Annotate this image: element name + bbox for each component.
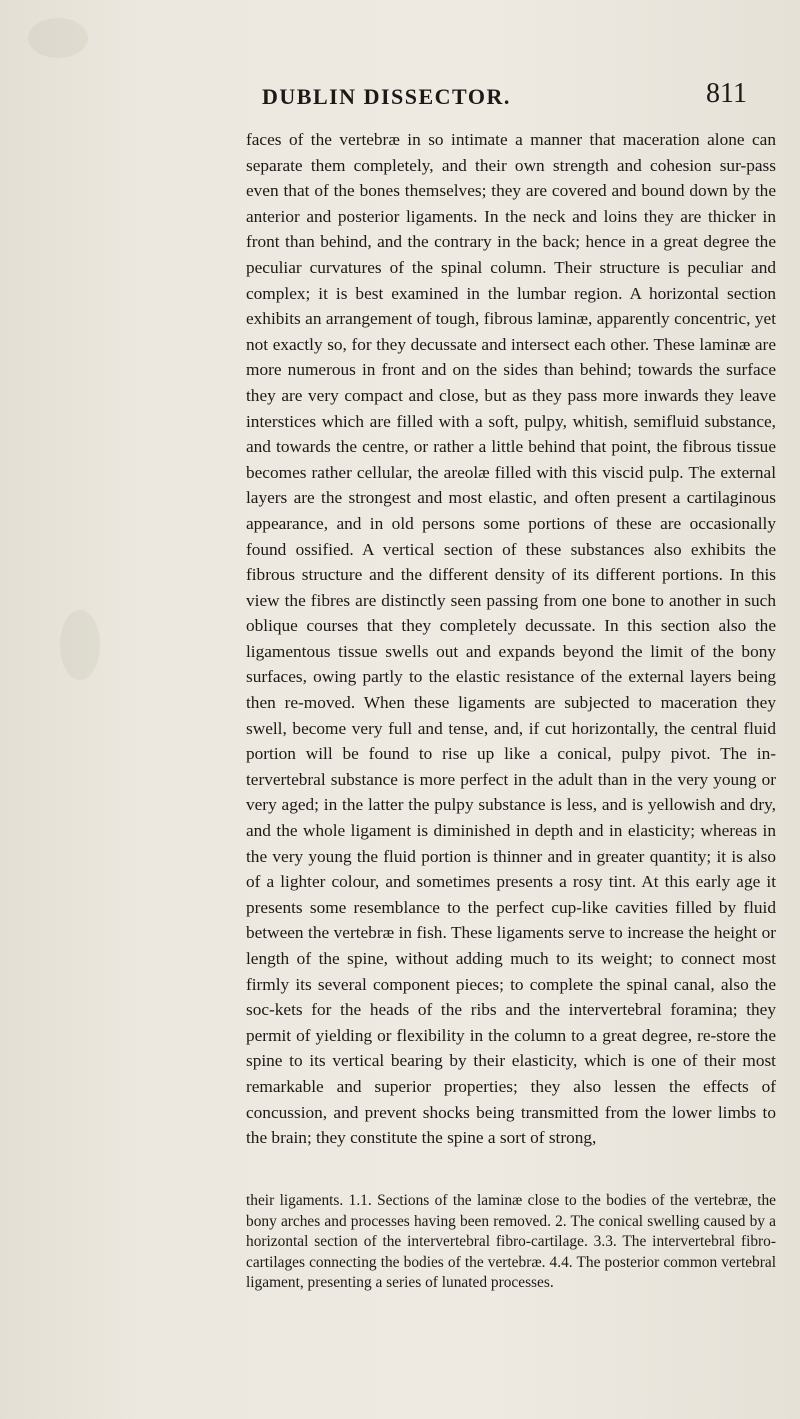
paper-stain <box>28 18 88 58</box>
running-head <box>0 78 800 120</box>
paper-stain <box>60 610 100 680</box>
running-title: DUBLIN DISSECTOR. <box>262 84 511 109</box>
figure-caption: their ligaments. 1.1. Sections of the laminæ close to the bodies of the vertebræ, the bony arches and processes having been removed. 2. The conical swelling caused by a horizontal section of the intervertebral fibro-cartilage. 3.3. The intervertebral fibro-cartilages connecting the bodies of the vertebræ. 4.4. The posterior common vertebral ligament, presenting a series of lunated processes. <box>246 1192 776 1292</box>
page-number: 811 <box>706 78 747 109</box>
body-paragraph: faces of the vertebræ in so intimate a manner that maceration alone can separate them completely, and their own strength and cohesion sur-pass even that of the bones themselves; they are covered and bound down by the anterior and posterior ligaments. In the neck and loins they are thicker in front than behind, and the contrary in the back; hence in a great degree the peculiar curvatures of the spinal column. Their structure is peculiar and complex; it is best examined in the lumbar region. A horizontal section exhibits an arrangement of tough, fibrous laminæ, apparently concentric, yet not exactly so, for they decussate and intersect each other. These laminæ are more numerous in front and on the sides than behind; towards the surface they are very compact and close, but as they pass more inwards they leave interstices which are filled with a soft, pulpy, whitish, semifluid substance, and towards the centre, or rather a little behind that point, the fibrous tissue becomes rather cellular, the areolæ filled with this viscid pulp. The external layers are the strongest and most elastic, and often present a cartilaginous appearance, and in old persons some portions of these are occasionally found ossified. A vertical section of these substances also exhibits the fibrous structure and the different density of its different portions. In this view the fibres are distinctly seen passing from one bone to another in such oblique courses that they completely decussate. In this section also the ligamentous tissue swells out and expands beyond the limit of the bony surfaces, owing partly to the elastic resistance of the external layers being then re-moved. When these ligaments are subjected to maceration they swell, become very full and tense, and, if cut horizontally, the central fluid portion will be found to rise up like a conical, pulpy pivot. The in-tervertebral substance is more perfect in the adult than in the very young or very aged; in the latter the pulpy substance is less, and is yellowish and dry, and the whole ligament is diminished in depth and in elasticity; whereas in the very young the fluid portion is thinner and in greater quantity; it is also of a lighter colour, and sometimes presents a rosy tint. At this early age it presents some resemblance to the perfect cup-like cavities filled by fluid between the vertebræ in fish. These ligaments serve to increase the height or length of the spine, without adding much to its weight; to connect most firmly its several component pieces; to complete the spinal canal, also the soc-kets for the heads of the ribs and the intervertebral foramina; they permit of yielding or flexibility in the column to a great degree, re-store the spine to its vertical bearing by their elasticity, which is one of their most remarkable and superior properties; they also lessen the effects of concussion, and prevent shocks being transmitted from the lower limbs to the brain; they constitute the spine a sort of strong, <box>246 130 776 1148</box>
